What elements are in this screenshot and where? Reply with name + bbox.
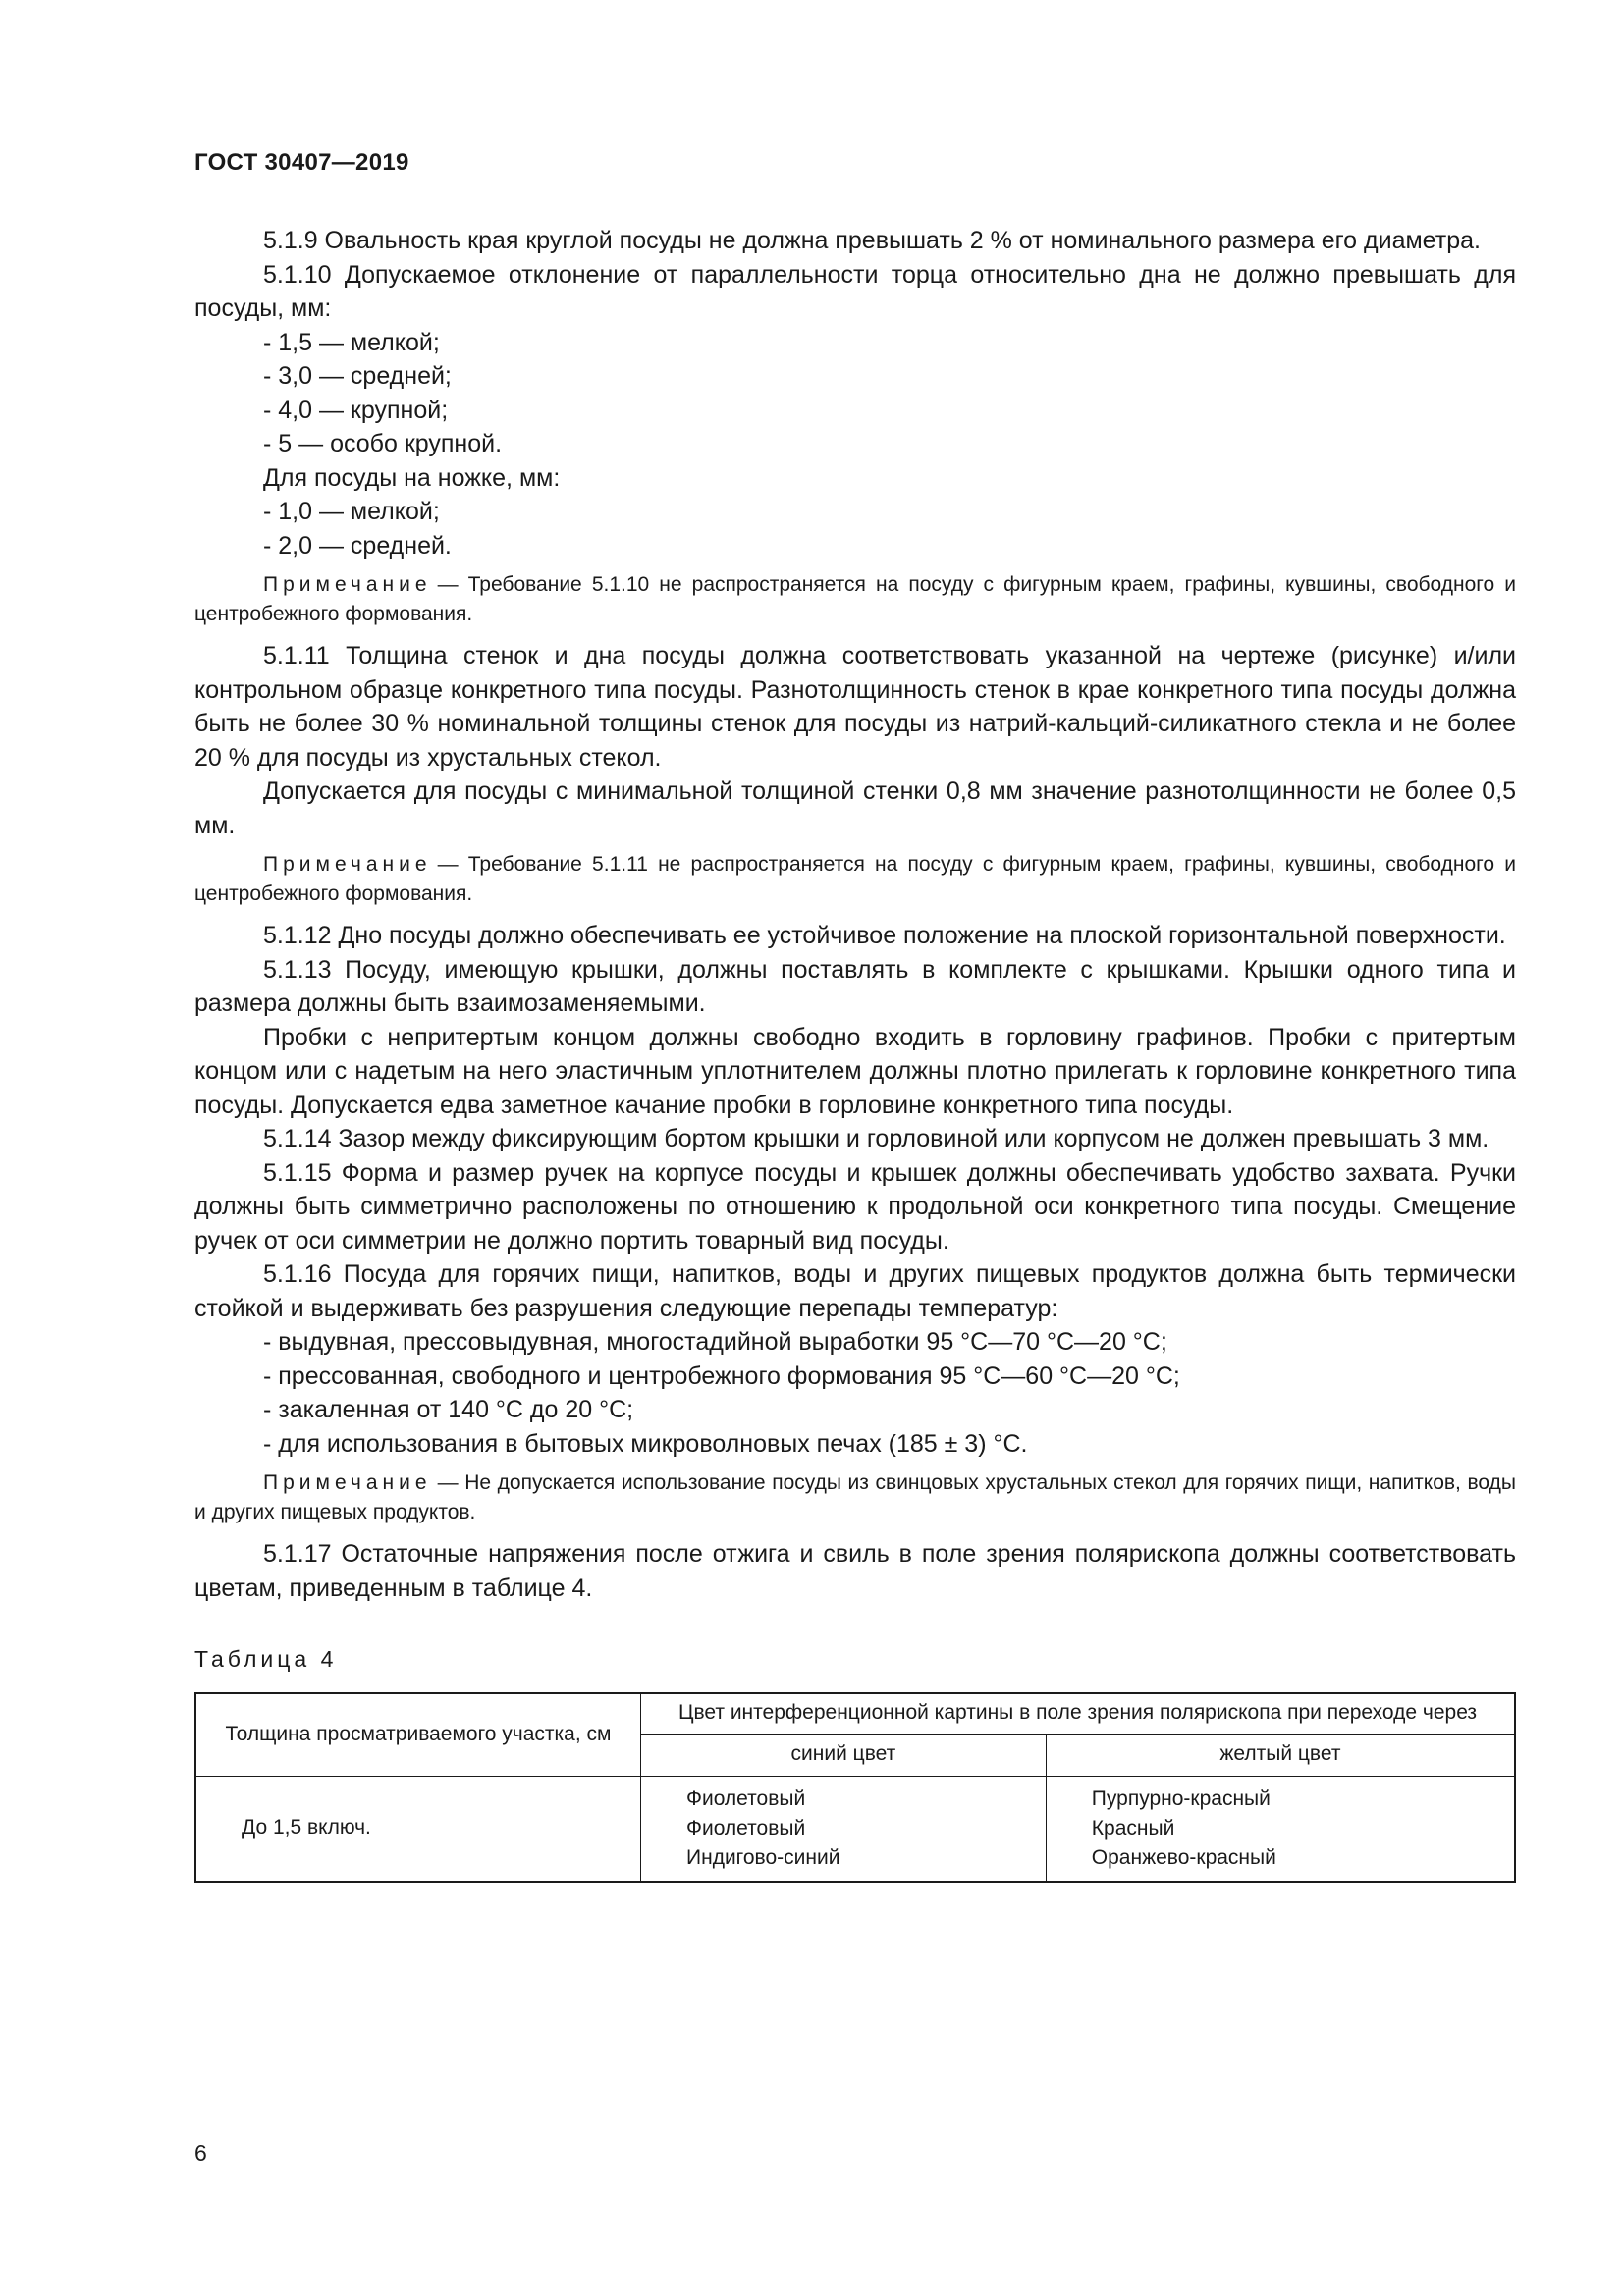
note-text: — Требование 5.1.10 не распространяется на посуду с фигурным краем, графины, кувшины, свободного и центробежного формования. — [194, 573, 1516, 625]
list-item: - 1,5 — мелкой; — [263, 328, 440, 356]
list-item: - выдувная, прессовыдувная, многостадийной выработки 95 °С—70 °С—20 °С; — [263, 1328, 1167, 1356]
color-item: Пурпурно-красный — [1091, 1787, 1271, 1810]
color-item: Оранжево-красный — [1091, 1845, 1276, 1869]
table-row — [195, 1776, 1515, 1882]
list-item: - 2,0 — средней. — [263, 531, 452, 560]
clause-5-1-11: 5.1.11 Толщина стенок и дна посуды должна соответствовать указанной на чертеже (рисунке) и/или контрольном образце конкретного типа посуды. Разнотолщинность стенок в крае конкретного типа посуды должна быть не более 30 % номинальной толщины стенок для посуды из натрий-кальций-силикатного стекла и не более 20 % для посуды из хрустальных стекол. — [194, 642, 1516, 772]
clause-5-1-17: 5.1.17 Остаточные напряжения после отжига и свиль в поле зрения полярископа должны соответствовать цветам, приведенным в таблице 4. — [194, 1540, 1516, 1602]
clause-5-1-11-addendum: Допускается для посуды с минимальной толщиной стенки 0,8 мм значение разнотолщинности не более 0,5 мм. — [194, 777, 1516, 839]
list-item: - 4,0 — крупной; — [263, 396, 449, 424]
list-item: - для использования в бытовых микроволновых печах (185 ± 3) °С. — [263, 1429, 1028, 1458]
note-label: Примечание — [263, 573, 432, 596]
stem-ware-heading: Для посуды на ножке, мм: — [263, 463, 561, 492]
note-label: Примечание — [263, 1471, 432, 1494]
table-4 — [194, 1692, 1516, 1883]
clause-5-1-12: 5.1.12 Дно посуды должно обеспечивать ее устойчивое положение на плоской горизонтальной поверхности. — [263, 922, 1506, 949]
note-text: — Не допускается использование посуды из свинцовых хрустальных стекол для горячих пищи, напитков, воды и других пищевых продуктов. — [194, 1471, 1516, 1523]
cell-thickness: До 1,5 включ. — [195, 1776, 641, 1882]
list-item: - 3,0 — средней; — [263, 362, 452, 390]
subheader-yellow: желтый цвет — [1046, 1734, 1515, 1776]
clause-5-1-13: 5.1.13 Посуду, имеющую крышки, должны поставлять в комплекте с крышками. Крышки одного типа и размера должны быть взаимозаменяемыми. — [194, 955, 1516, 1017]
list-item: - 1,0 — мелкой; — [263, 498, 440, 525]
clause-5-1-15: 5.1.15 Форма и размер ручек на корпусе посуды и крышек должны обеспечивать удобство захвата. Ручки должны быть симметрично расположены по отношению к продольной оси конкретного типа посуды. Смещение ручек от оси симметрии не должно портить товарный вид посуды. — [194, 1158, 1516, 1255]
subheader-blue: синий цвет — [641, 1734, 1047, 1776]
clause-5-1-14: 5.1.14 Зазор между фиксирующим бортом крышки и горловиной или корпусом не должен превышать 3 мм. — [263, 1125, 1489, 1152]
cell-blue-colors — [641, 1776, 1047, 1882]
note-text: — Требование 5.1.11 не распространяется на посуду с фигурным краем, графины, кувшины, свободного и центробежного формования. — [194, 853, 1516, 905]
color-item: Фиолетовый — [686, 1787, 806, 1810]
header-color: Цвет интерференционной картины в поле зрения полярископа при переходе через — [641, 1693, 1516, 1735]
list-item: - 5 — особо крупной. — [263, 430, 503, 457]
note-2 — [194, 850, 1516, 909]
note-1 — [194, 570, 1516, 629]
clause-5-1-9: 5.1.9 Овальность края круглой посуды не должна превышать 2 % от номинального размера его диаметра. — [263, 227, 1481, 254]
table-caption: Таблица 4 — [194, 1646, 338, 1672]
clause-5-1-10: 5.1.10 Допускаемое отклонение от параллельности торца относительно дна не должно превышать для посуды, мм: — [194, 260, 1516, 322]
list-item: - прессованная, свободного и центробежного формования 95 °С—60 °С—20 °С; — [263, 1362, 1180, 1390]
clause-5-1-16: 5.1.16 Посуда для горячих пищи, напитков, воды и других пищевых продуктов должна быть термически стойкой и выдерживать без разрушения следующие перепады температур: — [194, 1260, 1516, 1322]
color-item: Индигово-синий — [686, 1845, 840, 1869]
note-label: Примечание — [263, 853, 432, 876]
list-item: - закаленная от 140 °С до 20 °С; — [263, 1396, 634, 1423]
clause-5-1-13-stoppers: Пробки с непритертым концом должны свободно входить в горловину графинов. Пробки с притертым концом или с надетым на него эластичным уплотнителем должны плотно прилегать к горловине конкретного типа посуды. Допускается едва заметное качание пробки в горловине конкретного типа посуды. — [194, 1023, 1516, 1119]
page-number: 6 — [194, 2140, 207, 2165]
document-header: ГОСТ 30407—2019 — [194, 149, 409, 176]
color-item: Фиолетовый — [686, 1816, 806, 1840]
table-row — [195, 1693, 1515, 1735]
cell-yellow-colors — [1046, 1776, 1515, 1882]
header-thickness: Толщина просматриваемого участка, см — [195, 1693, 641, 1777]
color-item: Красный — [1091, 1816, 1175, 1840]
note-3 — [194, 1468, 1516, 1527]
page-content — [194, 224, 1516, 1883]
